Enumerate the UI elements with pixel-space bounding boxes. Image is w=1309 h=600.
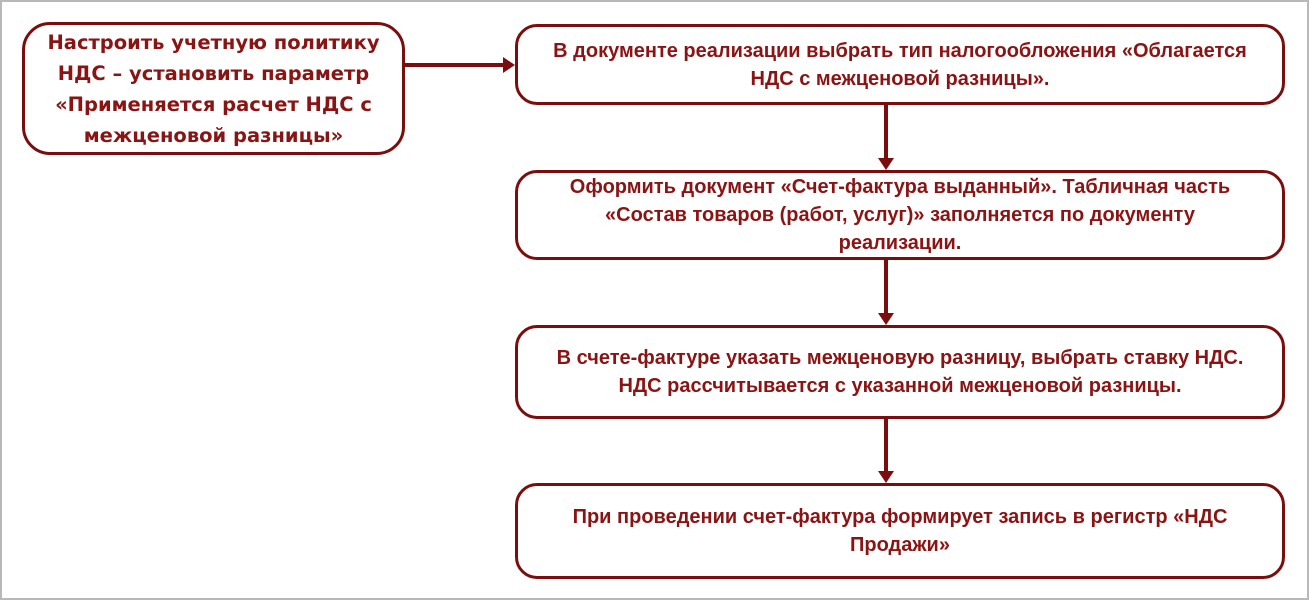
connector-line-2-3 [884, 105, 888, 158]
flow-step-label: При проведении счет-фактура формирует запись в регистр «НДС Продажи» [572, 506, 1228, 556]
arrow-right-icon [503, 57, 515, 73]
flow-step-select-tax-type [515, 24, 1285, 105]
flow-step-label: В счете-фактуре указать межценовую разницу, выбрать ставку НДС. НДС рассчитывается с указанной межценовой разницы. [556, 347, 1244, 397]
flow-step-label: Настроить учетную политику НДС – установить параметр «Применяется расчет НДС с межценовой разницы» [47, 30, 380, 147]
flow-step-label: Оформить документ «Счет-фактура выданный». Табличная часть «Состав товаров (работ, услуг)» заполняется по документу реализации. [569, 176, 1231, 254]
flow-step-configure-policy [22, 22, 405, 155]
flow-step-create-invoice [515, 170, 1285, 260]
connector-line-1-2 [405, 63, 503, 67]
arrow-down-icon [878, 158, 894, 170]
arrow-down-icon [878, 313, 894, 325]
flow-step-register-record [515, 483, 1285, 579]
connector-line-3-4 [884, 260, 888, 313]
connector-line-4-5 [884, 419, 888, 471]
arrow-down-icon [878, 471, 894, 483]
flow-step-label: В документе реализации выбрать тип налогообложения «Облагается НДС с межценовой разницы». [553, 39, 1247, 90]
flow-step-specify-margin [515, 325, 1285, 419]
